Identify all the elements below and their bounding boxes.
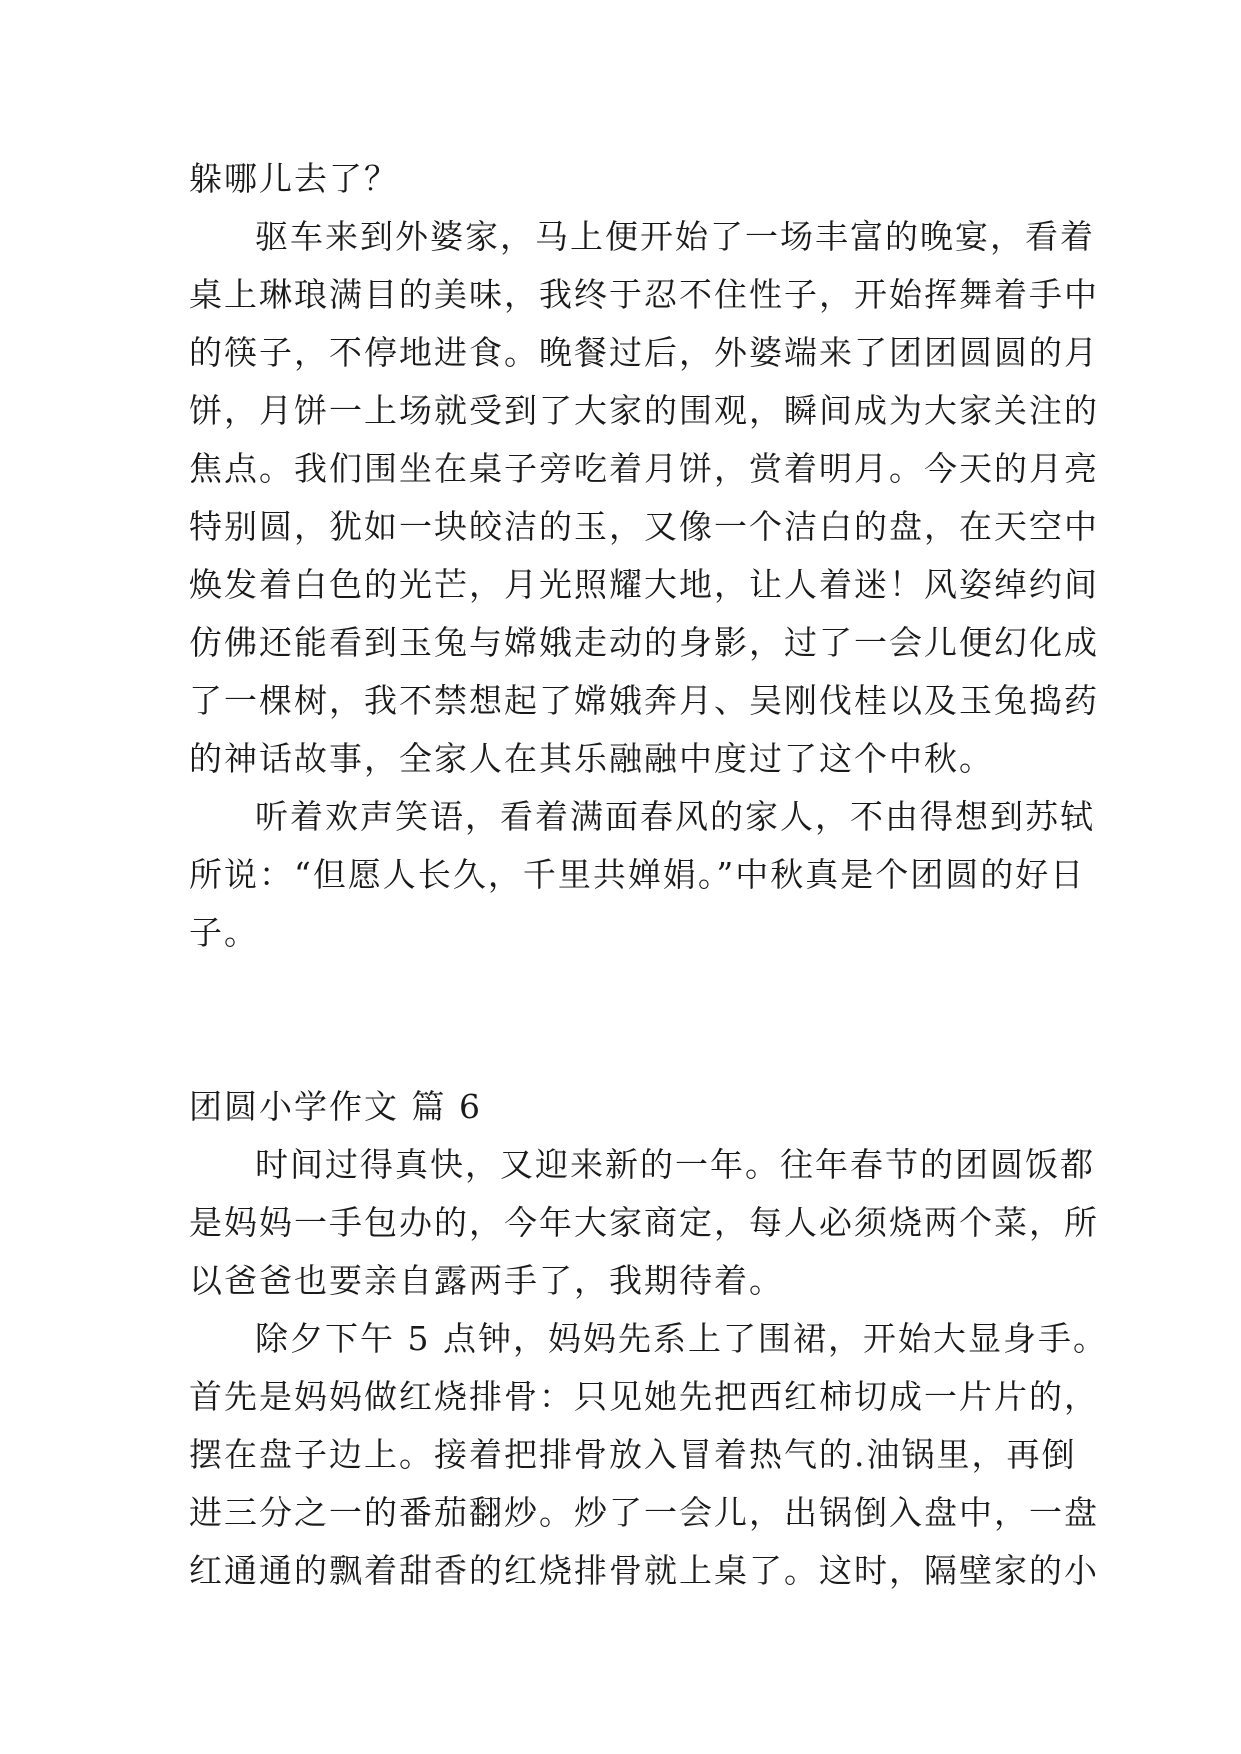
paragraph-first-line: 听着欢声笑语，看着满面春风的家人，不由得想到苏轼: [255, 797, 1095, 836]
text-line: 特别圆，犹如一块皎洁的玉，又像一个洁白的盘，在天空中: [189, 507, 1099, 546]
text-line: 的神话故事，全家人在其乐融融中度过了这个中秋。: [189, 739, 994, 778]
text-line: 进三分之一的番茄翻炒。炒了一会儿，出锅倒入盘中，一盘: [189, 1493, 1099, 1532]
paragraph-first-line: 除夕下午 5 点钟，妈妈先系上了围裙，开始大显身手。: [255, 1319, 1108, 1358]
section-title: 团圆小学作文 篇 6: [189, 1087, 482, 1126]
text-line: 红通通的飘着甜香的红烧排骨就上桌了。这时，隔壁家的小: [189, 1551, 1099, 1590]
text-line: 桌上琳琅满目的美味，我终于忍不住性子，开始挥舞着手中: [189, 275, 1099, 314]
text-line: 是妈妈一手包办的，今年大家商定，每人必须烧两个菜，所: [189, 1203, 1099, 1242]
text-line: 首先是妈妈做红烧排骨：只见她先把西红柿切成一片片的，: [189, 1377, 1099, 1416]
text-line: 躲哪儿去了？: [189, 159, 399, 198]
text-line: 仿佛还能看到玉兔与嫦娥走动的身影，过了一会儿便幻化成: [189, 623, 1099, 662]
text-line: 焦点。我们围坐在桌子旁吃着月饼，赏着明月。今天的月亮: [189, 449, 1099, 488]
text-line: 的筷子，不停地进食。晚餐过后，外婆端来了团团圆圆的月: [189, 333, 1099, 372]
section-spacer: [189, 962, 1059, 1078]
text-line: 饼，月饼一上场就受到了大家的围观，瞬间成为大家关注的: [189, 391, 1099, 430]
paragraph-first-line: 时间过得真快，又迎来新的一年。往年春节的团圆饭都: [255, 1145, 1095, 1184]
text-line: 焕发着白色的光芒，月光照耀大地，让人着迷！风姿绰约间: [189, 565, 1099, 604]
document-body: [189, 150, 1108, 1600]
text-line: 子。: [189, 913, 259, 952]
text-line: 以爸爸也要亲自露两手了，我期待着。: [189, 1261, 784, 1300]
paragraph-first-line: 驱车来到外婆家，马上便开始了一场丰富的晚宴，看着: [255, 217, 1095, 256]
text-line: 了一棵树，我不禁想起了嫦娥奔月、吴刚伐桂以及玉兔捣药: [189, 681, 1099, 720]
text-line: 摆在盘子边上。接着把排骨放入冒着热气的.油锅里，再倒: [189, 1435, 1077, 1474]
text-line: 所说：“但愿人长久，千里共婵娟。”中秋真是个团圆的好日: [189, 855, 1086, 894]
